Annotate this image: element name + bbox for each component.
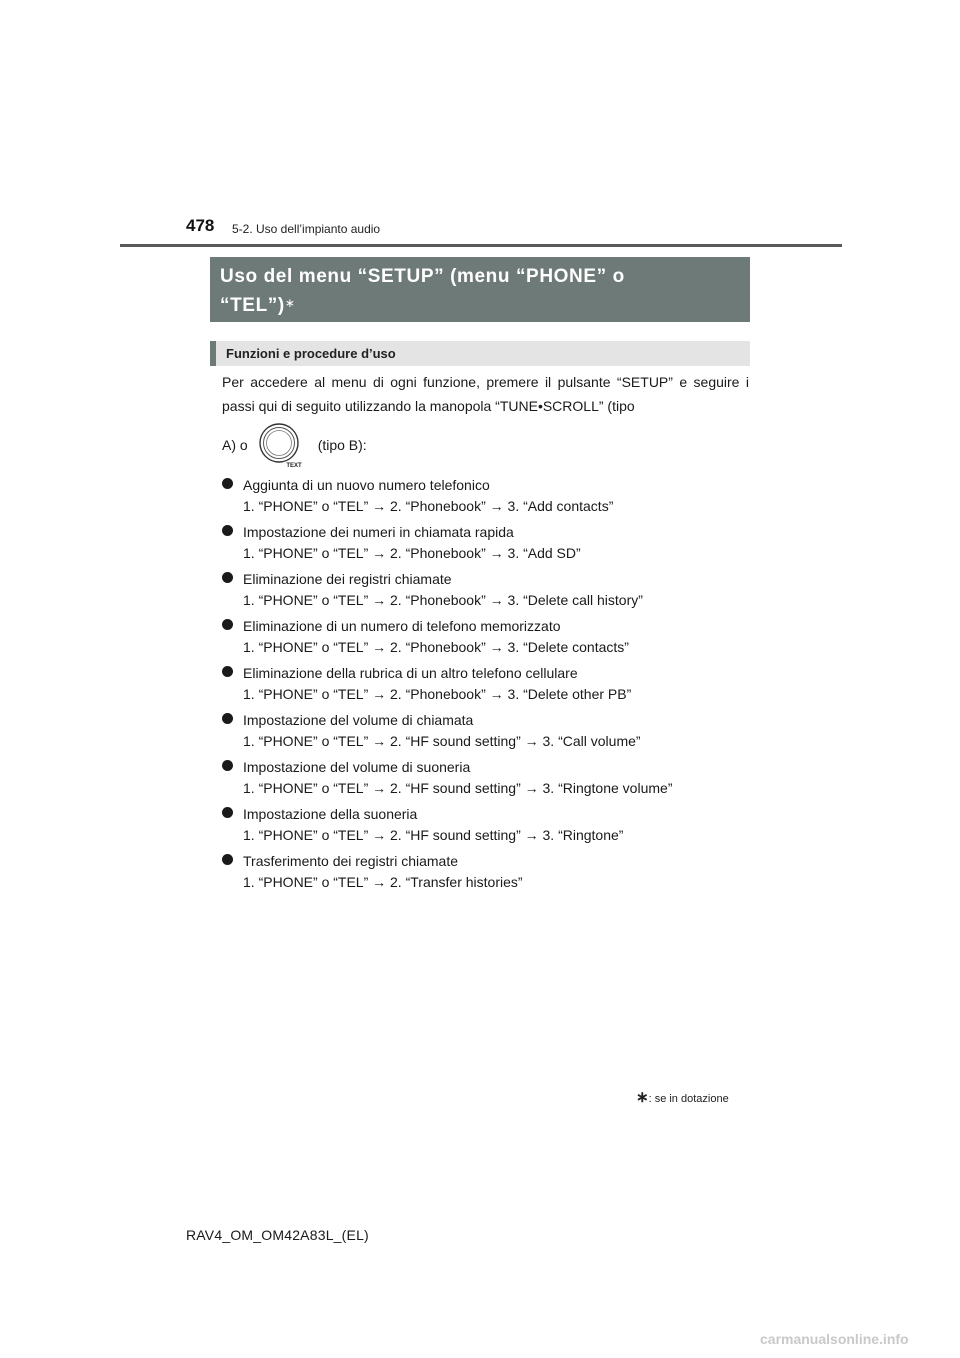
item-title: Aggiunta di un nuovo numero telefonico xyxy=(243,477,490,493)
item-title: Eliminazione dei registri chiamate xyxy=(243,571,452,587)
knob-label: TEXT xyxy=(286,463,302,468)
item-menu-path: 1. “PHONE” o “TEL” → 2. “Phonebook” → 3. “Delete call history” xyxy=(243,592,643,608)
item-title: Eliminazione di un numero di telefono memorizzato xyxy=(243,618,561,634)
watermark: carmanualsonline.info xyxy=(760,1331,909,1347)
item-menu-path: 1. “PHONE” o “TEL” → 2. “Phonebook” → 3. “Delete contacts” xyxy=(243,639,629,655)
item-menu-path: 1. “PHONE” o “TEL” → 2. “HF sound setting” → 3. “Call volume” xyxy=(243,733,641,749)
item-menu-path: 1. “PHONE” o “TEL” → 2. “Transfer histories” xyxy=(243,874,523,890)
item-title: Impostazione del volume di suoneria xyxy=(243,759,471,775)
function-list xyxy=(222,474,752,897)
bullet-icon xyxy=(222,619,233,630)
bullet-icon xyxy=(222,807,233,818)
sub-heading: Funzioni e procedure d’uso xyxy=(210,341,750,366)
section-title-line2-wrap xyxy=(220,291,740,320)
list-item xyxy=(222,756,752,803)
bullet-icon xyxy=(222,478,233,489)
footnote-text: : se in dotazione xyxy=(648,1093,729,1105)
bullet-icon xyxy=(222,713,233,724)
item-title: Trasferimento dei registri chiamate xyxy=(243,853,459,869)
item-menu-path: 1. “PHONE” o “TEL” → 2. “HF sound setting” → 3. “Ringtone volume” xyxy=(243,780,673,796)
page-number: 478 xyxy=(186,216,215,235)
list-item xyxy=(222,568,752,615)
bullet-icon xyxy=(222,760,233,771)
list-item xyxy=(222,850,752,897)
footnote-marker: ∗ xyxy=(636,1089,649,1106)
list-item xyxy=(222,474,752,521)
intro-paragraph: Per accedere al menu di ogni funzione, premere il pulsante “SETUP” e seguire i passi qui di seguito utilizzando la manopola “TUNE•SCROLL” (tipo xyxy=(222,374,749,414)
list-item xyxy=(222,709,752,756)
tune-knob-icon xyxy=(256,422,306,468)
list-item xyxy=(222,803,752,850)
intro-type-a: A) o xyxy=(222,437,248,453)
section-title-line2: “TEL”) xyxy=(220,295,285,316)
item-menu-path: 1. “PHONE” o “TEL” → 2. “Phonebook” → 3. “Add contacts” xyxy=(243,498,614,514)
bullet-icon xyxy=(222,572,233,583)
bullet-icon xyxy=(222,854,233,865)
item-menu-path: 1. “PHONE” o “TEL” → 2. “Phonebook” → 3. “Add SD” xyxy=(243,545,581,561)
section-title-line1: Uso del menu “SETUP” (menu “PHONE” o xyxy=(220,266,625,287)
optional-marker: ∗ xyxy=(284,296,296,310)
document-code: RAV4_OM_OM42A83L_(EL) xyxy=(186,1227,369,1243)
running-head: 5-2. Uso dell’impianto audio xyxy=(232,222,381,236)
list-item xyxy=(222,662,752,709)
item-title: Impostazione dei numeri in chiamata rapida xyxy=(243,524,514,540)
list-item xyxy=(222,521,752,568)
item-menu-path: 1. “PHONE” o “TEL” → 2. “Phonebook” → 3. “Delete other PB” xyxy=(243,686,632,702)
bullet-icon xyxy=(222,666,233,677)
bullet-icon xyxy=(222,525,233,536)
section-title xyxy=(210,257,750,322)
item-menu-path: 1. “PHONE” o “TEL” → 2. “HF sound setting” → 3. “Ringtone” xyxy=(243,827,624,843)
intro-line3 xyxy=(222,423,367,467)
list-item xyxy=(222,615,752,662)
item-title: Eliminazione della rubrica di un altro telefono cellulare xyxy=(243,665,578,681)
item-title: Impostazione della suoneria xyxy=(243,806,418,822)
item-title: Impostazione del volume di chiamata xyxy=(243,712,474,728)
intro-type-b: (tipo B): xyxy=(317,437,367,453)
footnote xyxy=(636,1088,729,1106)
header-rule xyxy=(120,244,842,247)
